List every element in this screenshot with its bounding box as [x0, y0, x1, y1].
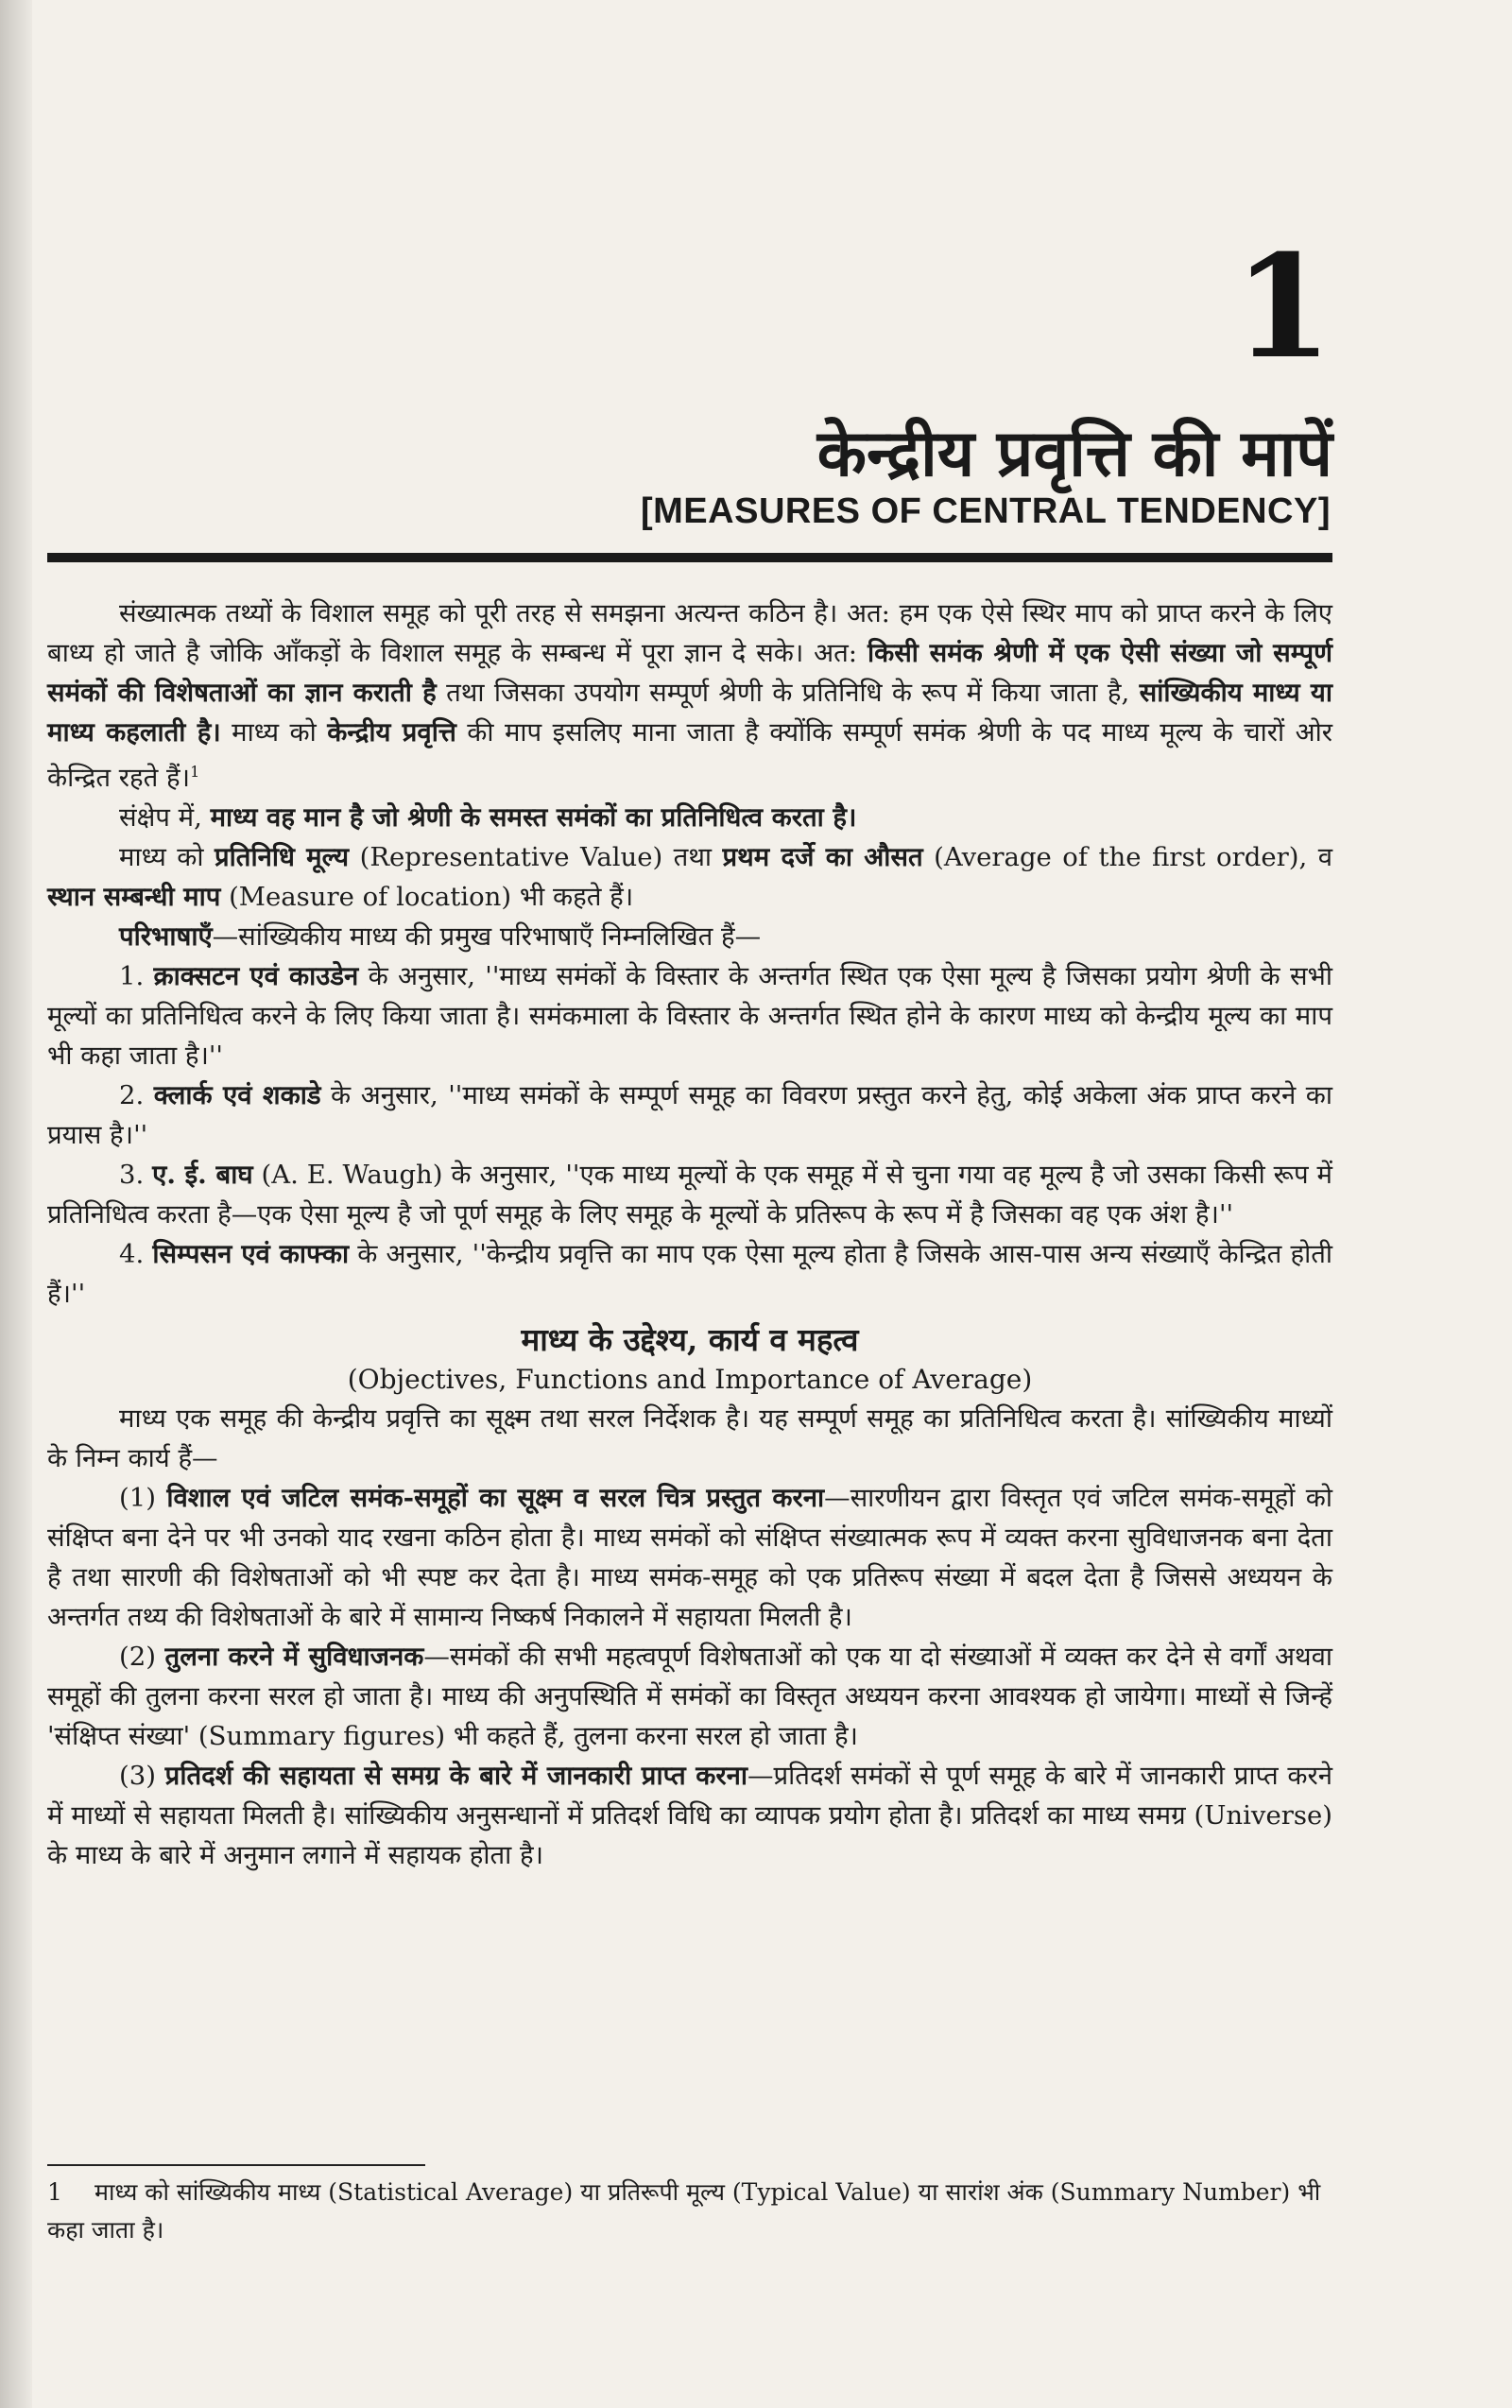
section-subheading: (Objectives, Functions and Importance of Average): [347, 1364, 1033, 1396]
footnote-marker: 1: [190, 763, 200, 781]
intro-paragraph-3: माध्य को प्रतिनिधि मूल्य (Representative Value) तथा प्रथम दर्जे का औसत (Average of the first order), व स्थान सम्बन्धी माप (Measure of location) भी कहते हैं।: [47, 842, 1332, 913]
footnote-text: माध्य को सांख्यिकीय माध्य (Statistical Average) या प्रतिरूपी मूल्य (Typical Value) या सारांश अंक (Summary Number) भी कहा जाता है।: [47, 2178, 1321, 2244]
definition-item: 3. ए. ई. बाघ (A. E. Waugh) के अनुसार, ''एक माध्य मूल्यों के एक समूह में से चुना गया वह मूल्य है जो उसका किसी रूप में प्रतिनिधित्व करता है—एक ऐसा मूल्य है जो पूर्ण समूह के लिए समूह के मूल्यों के प्रतिरूप के रूप में है जिसका वह एक अंश है।'': [47, 1160, 1332, 1230]
function-point: (2) तुलना करने में सुविधाजनक—समंकों की सभी महत्वपूर्ण विशेषताओं को एक या दो संख्याओं में व्यक्त कर देने से वर्गों अथवा समूहों की तुलना करना सरल हो जाता है। माध्य की अनुपस्थिति में समंकों का विस्तृत अध्ययन करना आवश्यक हो जायेगा। माध्यों से जिन्हें 'संक्षिप्त संख्या' (Summary figures) भी कहते हैं, तुलना करना सरल हो जाता है।: [47, 1642, 1332, 1752]
title-divider: [47, 553, 1332, 562]
section-heading: माध्य के उद्देश्य, कार्य व महत्व: [521, 1321, 859, 1359]
definition-item: 1. क्राक्सटन एवं काउडेन के अनुसार, ''माध्य समंकों के विस्तार के अन्तर्गत स्थित एक ऐसा मूल्य है जिसका प्रयोग श्रेणी के सभी मूल्यों का प्रतिनिधित्व करने के लिए किया जाता है। समंकमाला के विस्तार के अन्तर्गत स्थित होने के कारण माध्य को केन्द्रीय मूल्य का माप भी कहा जाता है।'': [47, 961, 1332, 1072]
definitions-heading: परिभाषाएँ—सांख्यिकीय माध्य की प्रमुख परिभाषाएँ निम्नलिखित हैं—: [119, 921, 762, 953]
function-point: (1) विशाल एवं जटिल समंक-समूहों का सूक्ष्म व सरल चित्र प्रस्तुत करना—सारणीयन द्वारा विस्तृत एवं जटिल समंक-समूहों को संक्षिप्त बना देने पर भी उनको याद रखना कठिन होता है। माध्य समंकों को संक्षिप्त संख्यात्मक रूप में व्यक्त करना सुविधाजनक बना देता है तथा सारणी की विशेषताओं को भी स्पष्ट कर देता है। माध्य समंक-समूह को एक प्रतिरूप संख्या में बदल देता है जिससे अध्ययन के अन्तर्गत तथ्य की विशेषताओं के बारे में सामान्य निष्कर्ष निकालने में सहायता मिलती है।: [47, 1483, 1332, 1633]
page-edge-shadow: [0, 0, 32, 2408]
definition-item: 2. क्लार्क एवं शकाडे के अनुसार, ''माध्य समंकों के सम्पूर्ण समूह का विवरण प्रस्तुत करने हेतु, कोई अकेला अंक प्राप्त करने का प्रयास है।'': [47, 1080, 1332, 1151]
body-text: [47, 593, 1332, 1875]
intro-paragraph-2: संक्षेप में, माध्य वह मान है जो श्रेणी के समस्त समंकों का प्रतिनिधित्व करता है।: [119, 802, 857, 834]
footnote: [47, 2174, 1332, 2249]
intro-paragraph-1: संख्यात्मक तथ्यों के विशाल समूह को पूरी तरह से समझना अत्यन्त कठिन है। अत: हम एक ऐसे स्थिर माप को प्राप्त करने के लिए बाध्य हो जाते है जोकि आँकड़ों के विशाल समूह के सम्बन्ध में पूरा ज्ञान दे सके। अत: किसी समंक श्रेणी में एक ऐसी संख्या जो सम्पूर्ण समंकों की विशेषताओं का ज्ञान कराती है तथा जिसका उपयोग सम्पूर्ण श्रेणी के प्रतिनिधि के रूप में किया जाता है, सांख्यिकीय माध्य या माध्य कहलाती है। माध्य को केन्द्रीय प्रवृत्ति की माप इसलिए माना जाता है क्योंकि सम्पूर्ण समंक श्रेणी के पद माध्य मूल्य के चारों ओर केन्द्रित रहते हैं।$^1$: [47, 598, 1333, 794]
chapter-title-english: [MEASURES OF CENTRAL TENDENCY]: [641, 491, 1331, 531]
section-intro: माध्य एक समूह की केन्द्रीय प्रवृत्ति का सूक्ष्म तथा सरल निर्देशक है। यह सम्पूर्ण समूह का प्रतिनिधित्व करता है। सांख्यिकीय माध्यों के निम्न कार्य हैं—: [47, 1403, 1332, 1474]
footnote-number: 1: [47, 2178, 62, 2206]
chapter-number: 1: [1233, 224, 1332, 390]
footnote-divider: [47, 2164, 425, 2166]
function-point: (3) प्रतिदर्श की सहायता से समग्र के बारे में जानकारी प्राप्त करना—प्रतिदर्श समंकों से पूर्ण समूह के बारे में जानकारी प्राप्त करने में माध्यों से सहायता मिलती है। सांख्यिकीय अनुसन्धानों में प्रतिदर्श विधि का व्यापक प्रयोग होता है। प्रतिदर्श का माध्य समग्र (Universe) के माध्य के बारे में अनुमान लगाने में सहायक होता है।: [47, 1761, 1332, 1871]
definition-item: 4. सिम्पसन एवं काफ्का के अनुसार, ''केन्द्रीय प्रवृत्ति का माप एक ऐसा मूल्य होता है जिसके आस-पास अन्य संख्याएँ केन्द्रित होती हैं।'': [47, 1239, 1333, 1310]
chapter-title-hindi: केन्द्रीय प्रवृत्ति की मापें: [816, 417, 1332, 491]
